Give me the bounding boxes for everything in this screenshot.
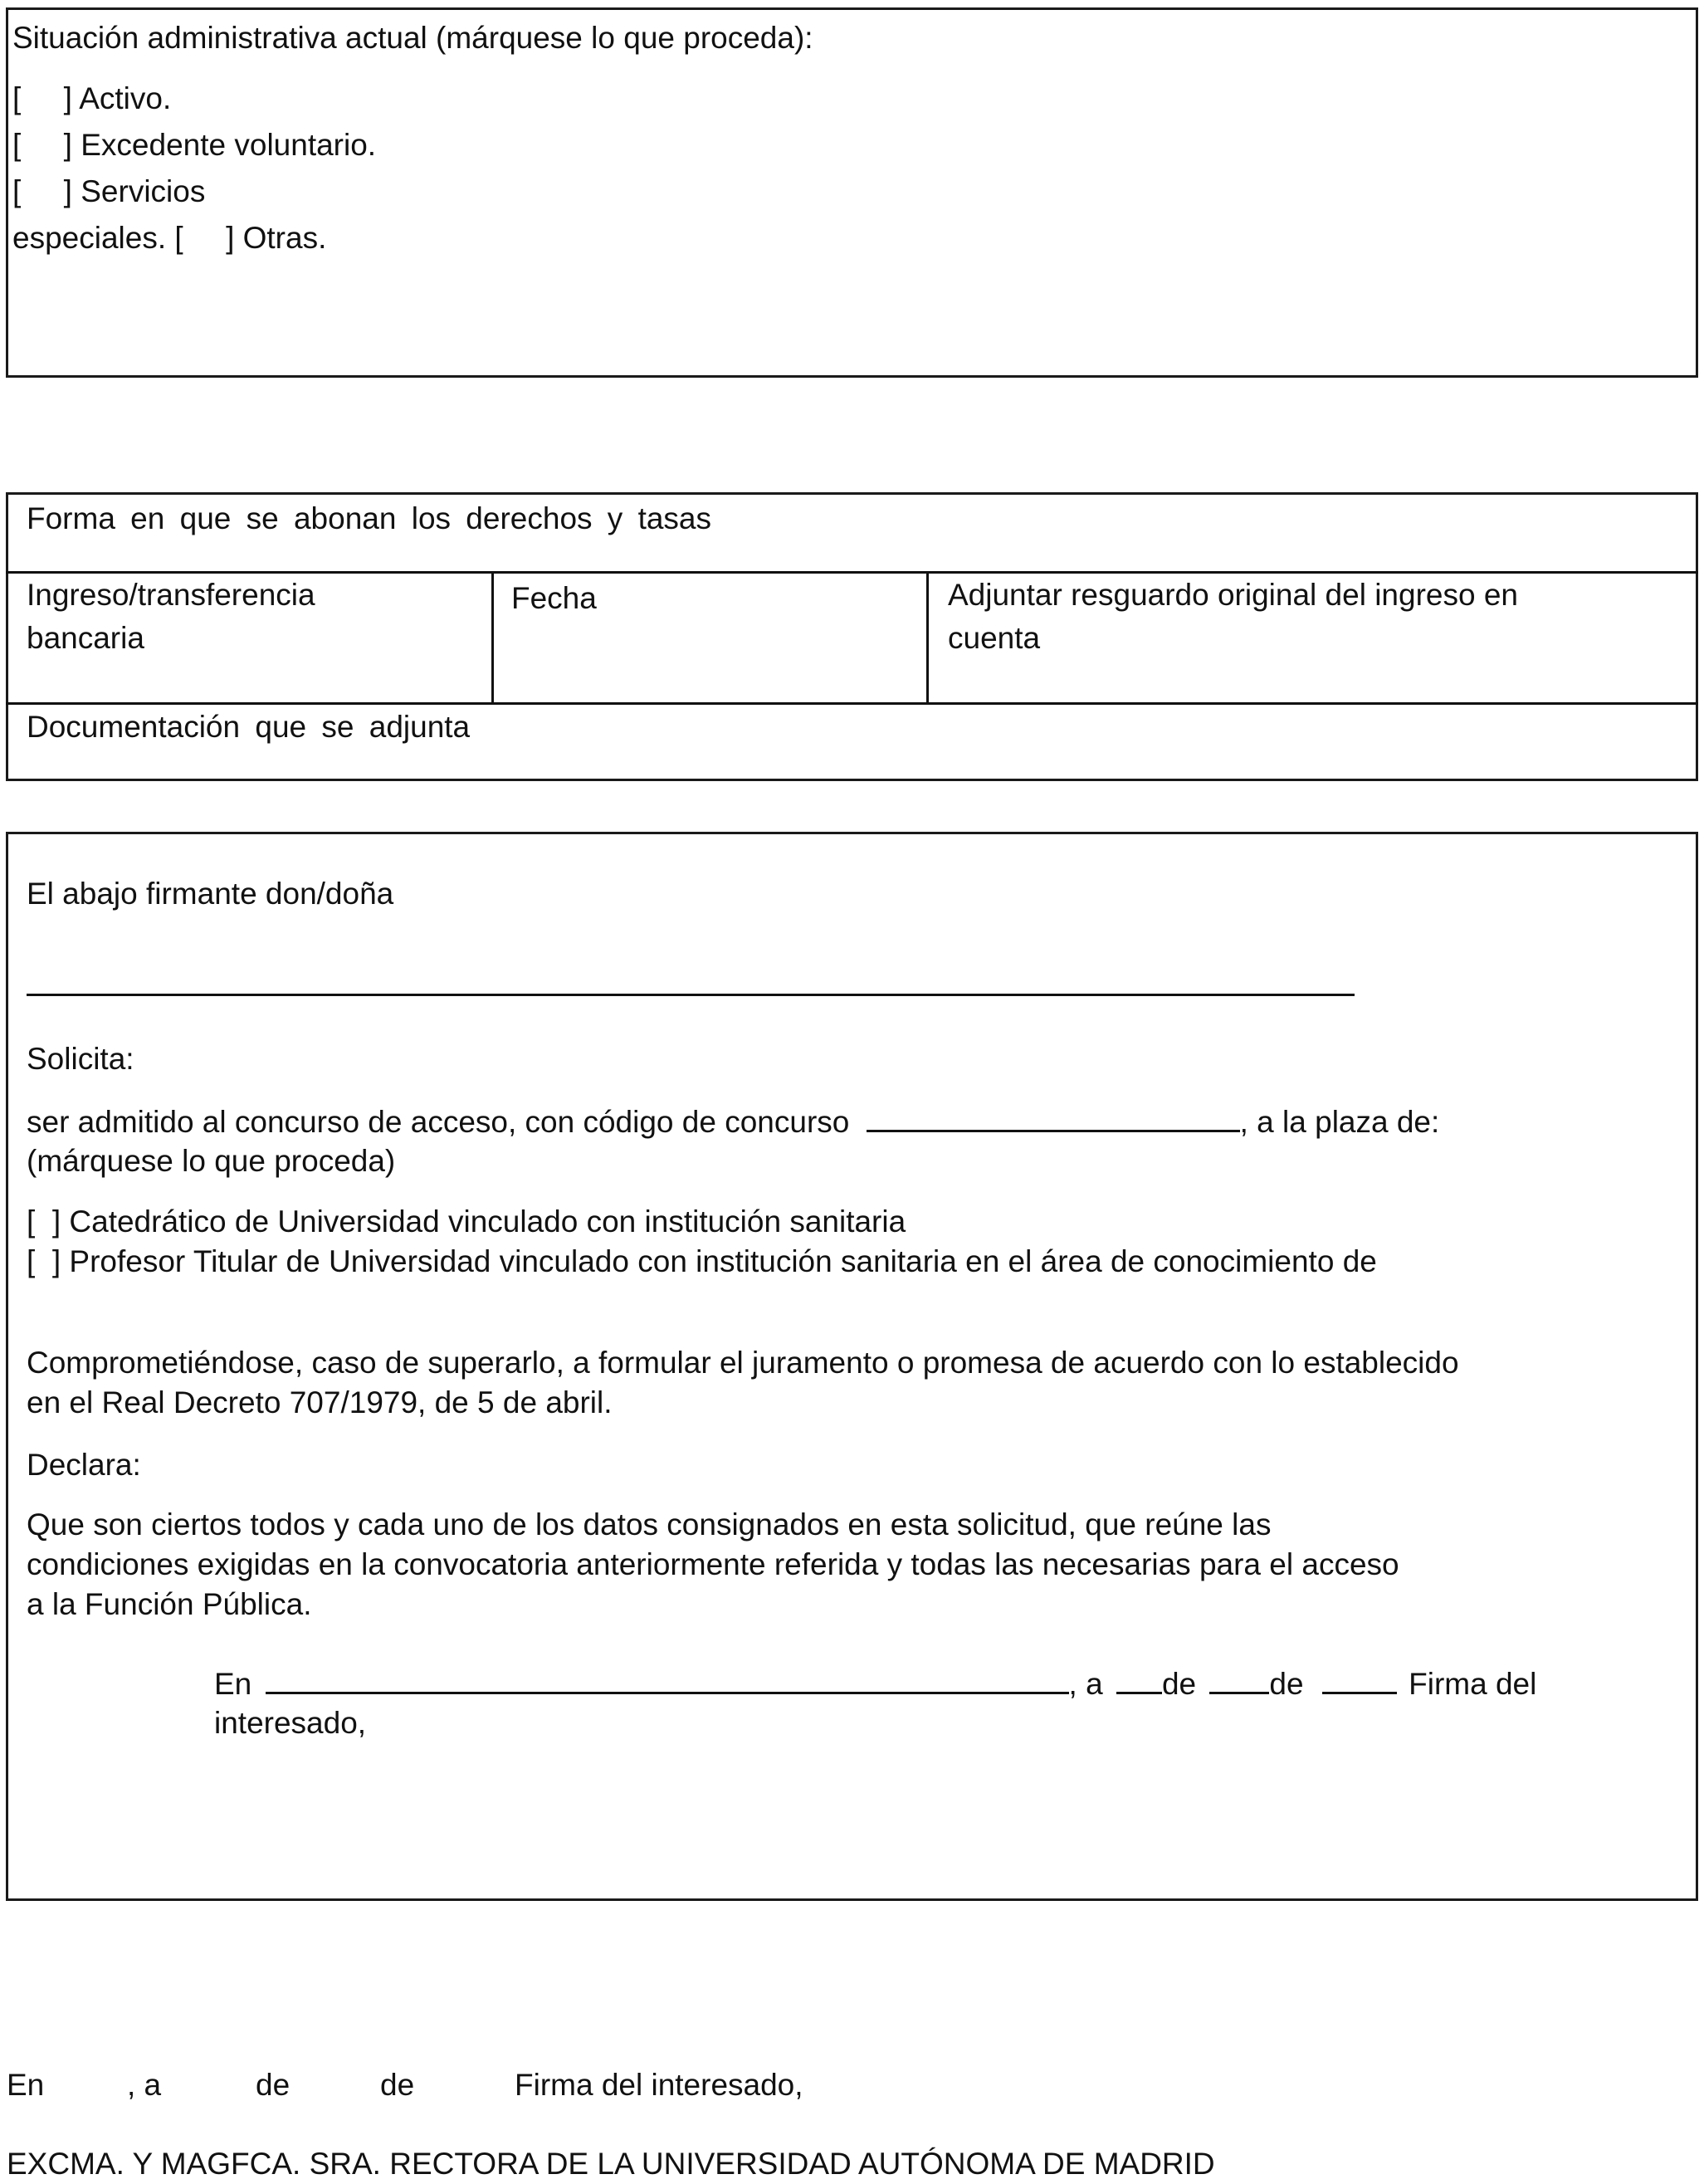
situacion-option-excedente[interactable]: [ ] Excedente voluntario. (12, 128, 377, 162)
pago-title: Forma en que se abonan los derechos y tasas (27, 501, 712, 535)
fecha-de2: de (1269, 1667, 1304, 1701)
admitido-pre: ser admitido al concurso de acceso, con código de concurso (27, 1105, 850, 1139)
pie-a: , a (127, 2068, 162, 2102)
admitido-post: , a la plaza de: (1239, 1105, 1440, 1139)
opcion-catedratico[interactable]: [ ] Catedrático de Universidad vinculado con institución sanitaria (27, 1204, 906, 1239)
compromiso-line2: en el Real Decreto 707/1979, de 5 de abril. (27, 1385, 613, 1419)
declaracion-line3: a la Función Pública. (27, 1587, 312, 1621)
pago-col1-line2: bancaria (27, 621, 144, 655)
fecha-anio-line[interactable] (1322, 1664, 1397, 1694)
situacion-option-otras[interactable]: especiales. [ ] Otras. (12, 221, 327, 255)
firmante-label: El abajo firmante don/doña (27, 877, 394, 911)
codigo-concurso-line[interactable] (867, 1102, 1240, 1132)
fecha-a: , a (1068, 1667, 1103, 1701)
fecha-firma-label: Firma del (1409, 1667, 1537, 1701)
pago-col2-fecha[interactable]: Fecha (511, 581, 597, 615)
fecha-dia-line[interactable] (1116, 1664, 1162, 1694)
opcion-profesor-titular[interactable]: [ ] Profesor Titular de Universidad vinculado con institución sanitaria en el área de conocimiento de (27, 1244, 1377, 1278)
declara-label: Declara: (27, 1448, 141, 1482)
fecha-en: En (214, 1667, 252, 1701)
compromiso-line1: Comprometiéndose, caso de superarlo, a formular el juramento o promesa de acuerdo con lo establecido (27, 1346, 1459, 1380)
marque-label: (márquese lo que proceda) (27, 1144, 396, 1178)
declaracion-line1: Que son ciertos todos y cada uno de los datos consignados en esta solicitud, que reúne las (27, 1507, 1272, 1542)
situacion-option-activo[interactable]: [ ] Activo. (12, 81, 172, 115)
pie-de2: de (380, 2068, 415, 2102)
fecha-lugar-line[interactable] (266, 1664, 1069, 1694)
admitido-text (27, 1102, 1439, 1142)
fecha-interesado-label: interesado, (214, 1706, 367, 1740)
pie-de1: de (256, 2068, 291, 2102)
fecha-de1: de (1161, 1667, 1197, 1701)
pago-col1-line1: Ingreso/transferencia (27, 578, 315, 612)
solicita-label: Solicita: (27, 1042, 134, 1076)
pago-col-divider-2 (926, 571, 929, 702)
pago-col3-line2: cuenta (948, 621, 1041, 655)
situacion-box (6, 7, 1698, 378)
firmante-name-line[interactable] (27, 994, 1355, 996)
declaracion-line2: condiciones exigidas en la convocatoria anteriormente referida y todas las necesarias para el acceso (27, 1547, 1399, 1581)
pie-firma: Firma del interesado, (515, 2068, 803, 2102)
fecha-mes-line[interactable] (1209, 1664, 1269, 1694)
situacion-option-servicios[interactable]: [ ] Servicios (12, 174, 206, 208)
destinatario: EXCMA. Y MAGFCA. SRA. RECTORA DE LA UNIVERSIDAD AUTÓNOMA DE MADRID (7, 2147, 1215, 2181)
documentacion-label[interactable]: Documentación que se adjunta (27, 710, 471, 744)
pie-en: En (7, 2068, 45, 2102)
pago-divider-bottom (6, 702, 1698, 705)
fecha-firma-row (214, 1664, 1536, 1704)
situacion-title: Situación administrativa actual (márquese lo que proceda): (12, 21, 813, 55)
pago-col3-line1: Adjuntar resguardo original del ingreso en (948, 578, 1518, 612)
pago-col-divider-1 (491, 571, 494, 702)
pago-divider-top (6, 571, 1698, 574)
